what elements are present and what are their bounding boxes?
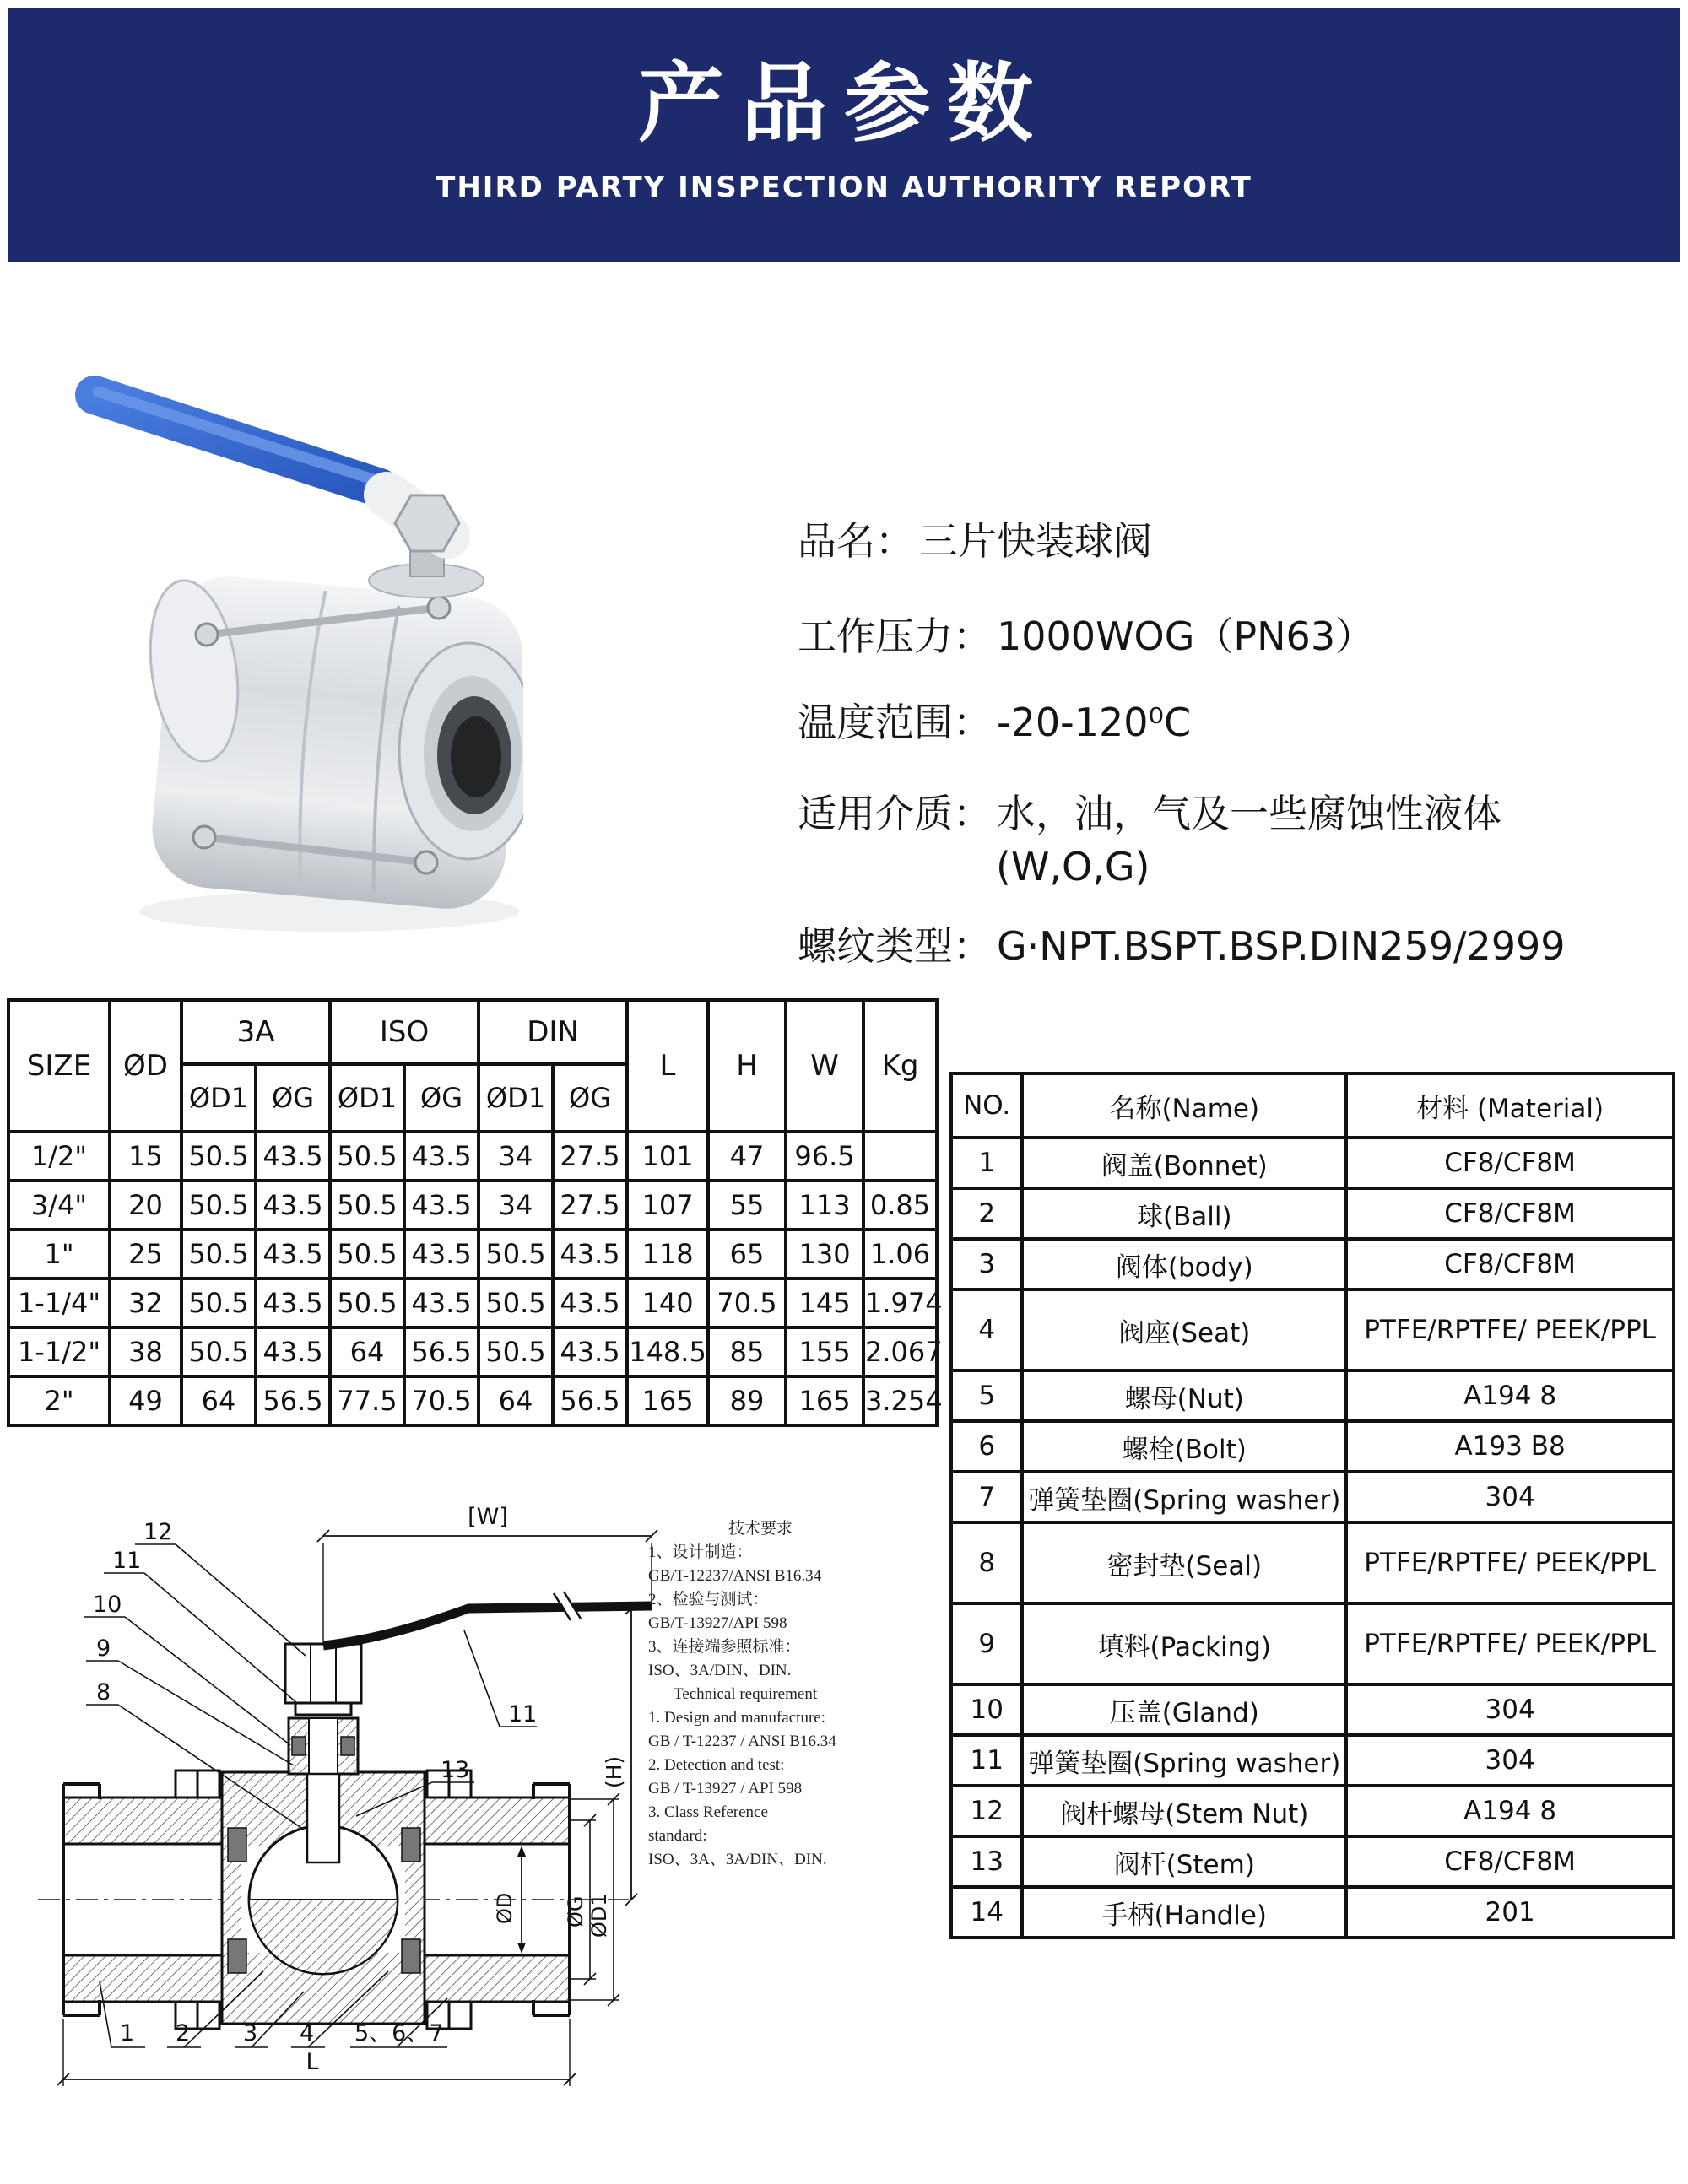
part-name-cell: 弹簧垫圈(Spring washer): [1022, 1472, 1346, 1522]
size-table-cell: 50.5: [479, 1230, 553, 1279]
spec-label: 螺纹类型：: [798, 923, 992, 969]
size-table-cell: 38: [110, 1327, 181, 1376]
size-table-cell: 43.5: [404, 1230, 479, 1279]
part-material-cell: PTFE/RPTFE/ PEEK/PPL: [1346, 1522, 1674, 1603]
spec-value: -20-120⁰C: [997, 700, 1192, 745]
part-material-cell: 201: [1346, 1887, 1674, 1938]
callout-8: 8: [96, 1679, 111, 1706]
size-table-cell: 27.5: [553, 1132, 627, 1181]
size-table-cell: 2.067: [863, 1327, 937, 1376]
parts-table: [950, 1072, 1675, 1939]
size-table-cell: 34: [479, 1132, 553, 1181]
parts-table-row: [951, 1786, 1674, 1836]
parts-table-row: [951, 1735, 1674, 1786]
dia-d-label: ØD: [493, 1892, 517, 1924]
part-name-cell: 密封垫(Seal): [1022, 1522, 1346, 1603]
spec-value: 1000WOG（PN63）: [997, 614, 1375, 659]
parts-table-row: [951, 1421, 1674, 1472]
spec-temperature-range: [798, 692, 1191, 748]
spec-working-pressure: [798, 606, 1374, 662]
part-name-cell: 阀座(Seat): [1022, 1289, 1346, 1370]
h-col-header: H: [708, 1000, 786, 1132]
size-table-cell: 50.5: [181, 1279, 256, 1327]
part-material-cell: CF8/CF8M: [1346, 1138, 1674, 1188]
size-table-cell: 96.5: [786, 1132, 863, 1181]
drawing-dim-h: [625, 1603, 637, 1906]
parts-table-row: [951, 1472, 1674, 1522]
technical-note-line: 2、检验与测试：: [648, 1591, 769, 1608]
technical-drawing: [25, 1435, 667, 2160]
dia-g-label: ØG: [564, 1895, 587, 1927]
g-subheader: ØG: [404, 1064, 479, 1132]
size-table-cell: 1-1/2": [8, 1327, 110, 1376]
size-table-cell: 43.5: [256, 1132, 330, 1181]
size-table-cell: 43.5: [256, 1327, 330, 1376]
technical-notes: [648, 1517, 952, 1872]
size-table-cell: 43.5: [256, 1181, 330, 1230]
part-name-cell: 阀杆(Stem): [1022, 1836, 1346, 1887]
drawing-handle: [323, 1589, 652, 1646]
d1-subheader: ØD1: [181, 1064, 256, 1132]
spec-label: 温度范围：: [798, 700, 992, 745]
callout-4: 4: [300, 2020, 315, 2046]
product-photo: [42, 354, 523, 945]
part-name-cell: 填料(Packing): [1022, 1603, 1346, 1684]
parts-table-row: [951, 1289, 1674, 1370]
technical-note-line: ISO、3A、3A/DIN、DIN.: [648, 1851, 827, 1868]
size-table-cell: 64: [479, 1376, 553, 1425]
callout-13: 13: [441, 1757, 470, 1783]
part-material-cell: CF8/CF8M: [1346, 1239, 1674, 1289]
page-title: 产品参数: [638, 54, 1050, 154]
parts-table-row: [951, 1522, 1674, 1603]
callout-9: 9: [96, 1635, 111, 1662]
spec-label: 工作压力：: [798, 614, 992, 659]
part-name-cell: 手柄(Handle): [1022, 1887, 1346, 1938]
size-table: [7, 998, 943, 1427]
parts-col-header: NO.: [951, 1073, 1022, 1138]
technical-note-line: 3. Class Reference: [648, 1803, 768, 1821]
part-material-cell: 304: [1346, 1684, 1674, 1735]
d1-subheader: ØD1: [479, 1064, 553, 1132]
technical-note-line: Technical requirement: [674, 1685, 818, 1703]
spec-value: G·NPT.BSPT.BSP.DIN259/2999: [997, 923, 1566, 969]
size-table-cell: 165: [786, 1376, 863, 1425]
spec-thread-type: [798, 916, 1566, 971]
spec-label: 适用介质：: [798, 791, 992, 836]
size-table-cell: 50.5: [181, 1327, 256, 1376]
callout-12: 12: [143, 1519, 173, 1545]
technical-note-line: 1. Design and manufacture:: [648, 1709, 825, 1727]
parts-table-row: [951, 1138, 1674, 1188]
part-number-cell: 5: [951, 1370, 1022, 1421]
w-col-header: W: [786, 1000, 863, 1132]
size-table-row: [8, 1376, 937, 1425]
size-table-cell: 89: [708, 1376, 786, 1425]
size-table-cell: 118: [627, 1230, 708, 1279]
size-table-cell: 101: [627, 1132, 708, 1181]
size-table-cell: 1": [8, 1230, 110, 1279]
part-number-cell: 11: [951, 1735, 1022, 1786]
parts-table-row: [951, 1188, 1674, 1239]
parts-table-row: [951, 1603, 1674, 1684]
page-subtitle: THIRD PARTY INSPECTION AUTHORITY REPORT: [436, 170, 1252, 205]
kg-col-header: Kg: [863, 1000, 937, 1132]
size-table-cell: 3.254: [863, 1376, 937, 1425]
size-table-cell: 43.5: [553, 1279, 627, 1327]
part-name-cell: 螺母(Nut): [1022, 1370, 1346, 1421]
part-material-cell: 304: [1346, 1472, 1674, 1522]
size-table-cell: 70.5: [404, 1376, 479, 1425]
part-name-cell: 阀体(body): [1022, 1239, 1346, 1289]
spec-value: 水，油，气及一些腐蚀性液体: [997, 791, 1501, 836]
size-table-cell: 145: [786, 1279, 863, 1327]
part-number-cell: 1: [951, 1138, 1022, 1188]
size-table-cell: 50.5: [479, 1279, 553, 1327]
size-table-cell: 43.5: [553, 1230, 627, 1279]
l-col-header: L: [627, 1000, 708, 1132]
technical-note-line: ISO、3A/DIN、DIN.: [648, 1662, 792, 1679]
callout-10: 10: [93, 1592, 122, 1618]
size-table-row: [8, 1279, 937, 1327]
size-table-cell: 34: [479, 1181, 553, 1230]
technical-note-line: GB/T-13927/API 598: [648, 1614, 787, 1632]
size-table-cell: 43.5: [256, 1230, 330, 1279]
part-material-cell: A194 8: [1346, 1786, 1674, 1836]
g-subheader: ØG: [553, 1064, 627, 1132]
size-table-cell: 56.5: [553, 1376, 627, 1425]
size-table-cell: 107: [627, 1181, 708, 1230]
size-table-row: [8, 1230, 937, 1279]
part-name-cell: 阀盖(Bonnet): [1022, 1138, 1346, 1188]
part-number-cell: 9: [951, 1603, 1022, 1684]
size-table-cell: 65: [708, 1230, 786, 1279]
size-table-cell: 56.5: [404, 1327, 479, 1376]
parts-col-header: 材料 (Material): [1346, 1073, 1674, 1138]
callout-1: 1: [120, 2020, 135, 2046]
parts-table-row: [951, 1239, 1674, 1289]
size-table-cell: 43.5: [553, 1327, 627, 1376]
size-table-cell: 50.5: [181, 1181, 256, 1230]
size-table-cell: 1.06: [863, 1230, 937, 1279]
size-table-cell: 56.5: [256, 1376, 330, 1425]
dim-l-label: L: [306, 2049, 319, 2075]
drawing-dim-w: [317, 1530, 657, 1641]
spec-applicable-media-cont: (W,O,G): [996, 844, 1150, 889]
part-number-cell: 6: [951, 1421, 1022, 1472]
technical-note-line: standard:: [648, 1827, 707, 1845]
technical-note-line: 2. Detection and test:: [648, 1756, 785, 1774]
spec-label: 品名：: [798, 518, 914, 564]
spec-value: 三片快装球阀: [919, 518, 1152, 564]
size-table-cell: 85: [708, 1327, 786, 1376]
size-table-row: [8, 1181, 937, 1230]
size-table-cell: 47: [708, 1132, 786, 1181]
size-table-cell: 3/4": [8, 1181, 110, 1230]
part-material-cell: CF8/CF8M: [1346, 1188, 1674, 1239]
parts-table-row: [951, 1370, 1674, 1421]
diameter-col-header: ØD: [110, 1000, 181, 1132]
size-table-cell: 20: [110, 1181, 181, 1230]
size-table-cell: [863, 1132, 937, 1181]
size-table-cell: 27.5: [553, 1181, 627, 1230]
technical-note-line: 3、连接端参照标准：: [648, 1638, 801, 1656]
d1-subheader: ØD1: [330, 1064, 404, 1132]
callout-3: 3: [243, 2020, 258, 2046]
part-number-cell: 4: [951, 1289, 1022, 1370]
standard-group-header: 3A: [181, 1000, 330, 1064]
part-material-cell: A193 B8: [1346, 1421, 1674, 1472]
size-table-cell: 113: [786, 1181, 863, 1230]
part-material-cell: A194 8: [1346, 1370, 1674, 1421]
size-table-cell: 43.5: [256, 1279, 330, 1327]
size-table-cell: 43.5: [404, 1279, 479, 1327]
parts-table-row: [951, 1887, 1674, 1938]
size-table-cell: 50.5: [181, 1132, 256, 1181]
technical-note-line: 技术要求: [728, 1520, 793, 1538]
size-table-cell: 50.5: [330, 1181, 404, 1230]
part-number-cell: 13: [951, 1836, 1022, 1887]
technical-note-line: GB / T-12237 / ANSI B16.34: [648, 1733, 836, 1750]
spec-applicable-media: [798, 783, 1501, 839]
size-table-cell: 155: [786, 1327, 863, 1376]
part-name-cell: 阀杆螺母(Stem Nut): [1022, 1786, 1346, 1836]
size-table-cell: 32: [110, 1279, 181, 1327]
part-number-cell: 3: [951, 1239, 1022, 1289]
size-table-cell: 50.5: [330, 1132, 404, 1181]
ball-valve-photo-illustration: [42, 354, 523, 945]
size-table-cell: 148.5: [627, 1327, 708, 1376]
part-material-cell: PTFE/RPTFE/ PEEK/PPL: [1346, 1289, 1674, 1370]
size-col-header: SIZE: [8, 1000, 110, 1132]
part-name-cell: 螺栓(Bolt): [1022, 1421, 1346, 1472]
size-table-cell: 0.85: [863, 1181, 937, 1230]
size-table-cell: 70.5: [708, 1279, 786, 1327]
callout-2: 2: [176, 2020, 191, 2046]
technical-note-line: GB/T-12237/ANSI B16.34: [648, 1567, 822, 1585]
g-subheader: ØG: [256, 1064, 330, 1132]
size-table-cell: 49: [110, 1376, 181, 1425]
part-name-cell: 弹簧垫圈(Spring washer): [1022, 1735, 1346, 1786]
size-table-cell: 55: [708, 1181, 786, 1230]
part-name-cell: 球(Ball): [1022, 1188, 1346, 1239]
size-table-cell: 25: [110, 1230, 181, 1279]
part-number-cell: 2: [951, 1188, 1022, 1239]
part-material-cell: CF8/CF8M: [1346, 1836, 1674, 1887]
callout-handle: 11: [508, 1701, 538, 1727]
part-number-cell: 7: [951, 1472, 1022, 1522]
size-table-cell: 130: [786, 1230, 863, 1279]
valve-handle-highlight: [98, 392, 378, 481]
standard-group-header: ISO: [330, 1000, 479, 1064]
size-table-cell: 43.5: [404, 1181, 479, 1230]
part-number-cell: 14: [951, 1887, 1022, 1938]
size-table-cell: 43.5: [404, 1132, 479, 1181]
dia-d1-label: ØD1: [587, 1893, 611, 1938]
size-table-cell: 1.974: [863, 1279, 937, 1327]
parts-table-row: [951, 1836, 1674, 1887]
parts-table-row: [951, 1684, 1674, 1735]
size-table-cell: 165: [627, 1376, 708, 1425]
part-material-cell: 304: [1346, 1735, 1674, 1786]
size-table-cell: 50.5: [330, 1230, 404, 1279]
size-table-cell: 64: [330, 1327, 404, 1376]
header-banner: [8, 8, 1680, 262]
callout-5-6-7: 5、6、7: [354, 2020, 444, 2046]
callout-11: 11: [112, 1548, 142, 1574]
valve-right-ferrule: [399, 643, 523, 859]
dim-h-label: (H): [602, 1755, 626, 1789]
size-table-row: [8, 1132, 937, 1181]
size-table-cell: 50.5: [330, 1279, 404, 1327]
part-name-cell: 压盖(Gland): [1022, 1684, 1346, 1735]
valve-cross-section-drawing: [25, 1435, 667, 2160]
size-table-cell: 140: [627, 1279, 708, 1327]
technical-note-line: 1、设计制造：: [648, 1543, 753, 1561]
size-table-cell: 2": [8, 1376, 110, 1425]
size-table-cell: 1-1/4": [8, 1279, 110, 1327]
part-number-cell: 12: [951, 1786, 1022, 1836]
parts-col-header: 名称(Name): [1022, 1073, 1346, 1138]
part-material-cell: PTFE/RPTFE/ PEEK/PPL: [1346, 1603, 1674, 1684]
size-table-cell: 15: [110, 1132, 181, 1181]
spec-product-name: [798, 511, 1152, 566]
standard-group-header: DIN: [479, 1000, 627, 1064]
size-table-row: [8, 1327, 937, 1376]
size-table-cell: 50.5: [181, 1230, 256, 1279]
size-table-cell: 50.5: [479, 1327, 553, 1376]
size-table-cell: 77.5: [330, 1376, 404, 1425]
size-table-cell: 64: [181, 1376, 256, 1425]
part-number-cell: 10: [951, 1684, 1022, 1735]
dim-w-label: [W]: [468, 1504, 508, 1530]
part-number-cell: 8: [951, 1522, 1022, 1603]
size-table-cell: 1/2": [8, 1132, 110, 1181]
technical-note-line: GB / T-13927 / API 598: [648, 1780, 803, 1797]
